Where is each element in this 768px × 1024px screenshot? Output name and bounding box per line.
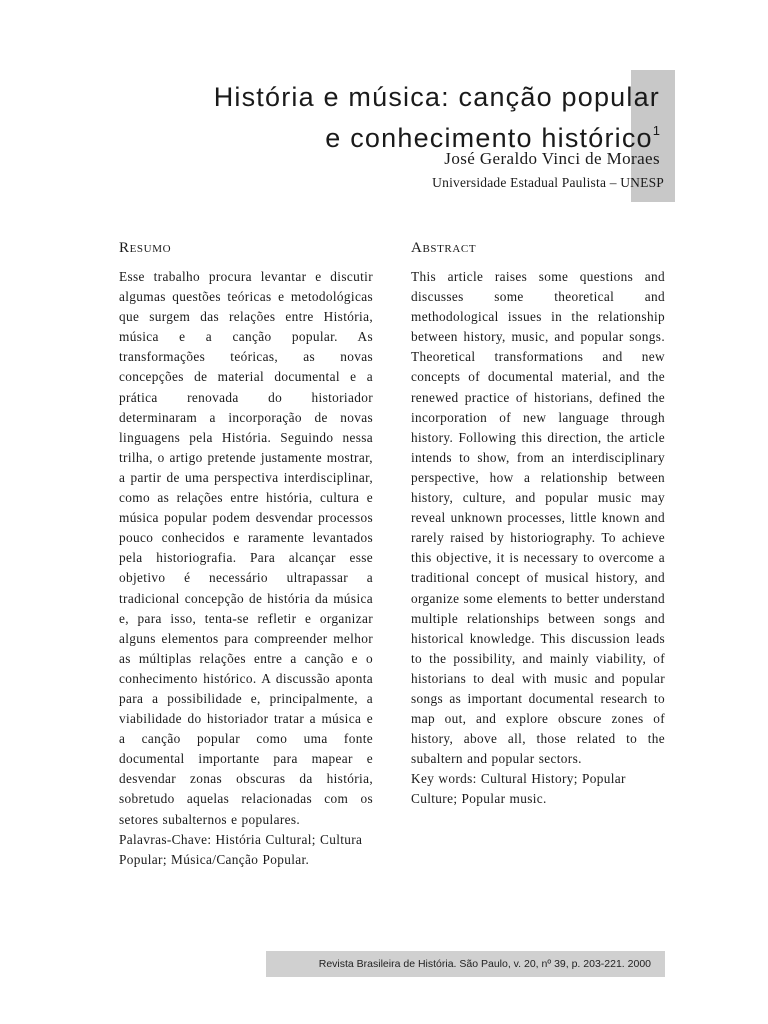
abstract-text: This article raises some questions and discusses some theoretical and methodological issues in the relationship between history, music, and popular songs. Theoretical transformations and new concepts of documental material, and the renewed practice of historians, defined the incorporation of new language through history. Following this direction, the article intends to show, from an interdisciplinary perspective, how a relationship between history, culture, and popular music may reveal unknown processes, little known and rarely raised by historiography. To achieve this objective, it is necessary to overcome a traditional concept of musical history, and organize some elements to better understand multiple relationships between songs and historical knowledge. This discussion leads to the possibility, and mainly viability, of historians to deal with music and popular songs as important documental research to map out, and explore obscure zones of history, above all, those related to the subaltern and popular sectors.	[411, 269, 665, 767]
title-line-1: História e música: canção popular	[213, 82, 660, 112]
resumo-column	[119, 240, 373, 870]
author-affiliation: Universidade Estadual Paulista – UNESP	[432, 175, 664, 190]
author-name: José Geraldo Vinci de Moraes	[444, 149, 660, 168]
abstract-column	[411, 240, 665, 810]
resumo-keywords: Palavras-Chave: História Cultural; Cultura Popular; Música/Canção Popular.	[119, 831, 363, 867]
resumo-heading	[119, 240, 373, 258]
abstract-heading-rest: BSTRACT	[422, 243, 477, 255]
journal-citation-footer: Revista Brasileira de História. São Paulo, v. 20, nº 39, p. 203-221. 2000	[266, 951, 665, 977]
resumo-heading-initial: R	[119, 240, 130, 256]
abstract-heading	[411, 240, 665, 258]
abstract-keywords: Key words: Cultural History; Popular Culture; Popular music.	[411, 771, 626, 807]
title-line-2-text: e conhecimento histórico	[325, 123, 653, 153]
article-title	[214, 80, 660, 155]
resumo-text: Esse trabalho procura levantar e discutir algumas questões teóricas e metodológicas que surgem das relações entre História, música e a canção popular. As transformações teóricas, as novas concepções de material documental e a prática renovada do historiador determinaram a incorporação de novas linguagens pela História. Seguindo nessa trilha, o artigo pretende justamente mostrar, a partir de uma perspectiva interdisciplinar, como as relações entre história, cultura e música popular podem desvendar processos pouco conhecidos e raramente levantados pela historiografia. Para alcançar esse objetivo é necessário ultrapassar a tradicional concepção de história da música e, para isso, tenta-se refletir e organizar alguns elementos para compreender melhor as múltiplas relações entre a canção e o conhecimento histórico. A discussão aponta para a possibilidade e, principalmente, a viabilidade do historiador tratar a música e a canção popular como uma fonte documental importante para mapear e desvendar zonas obscuras da história, sobretudo aquelas relacionadas com os setores subalternos e populares.	[119, 269, 373, 827]
footnote-marker: 1	[652, 123, 660, 138]
resumo-heading-rest: ESUMO	[129, 243, 172, 255]
abstract-heading-initial: A	[411, 240, 423, 256]
